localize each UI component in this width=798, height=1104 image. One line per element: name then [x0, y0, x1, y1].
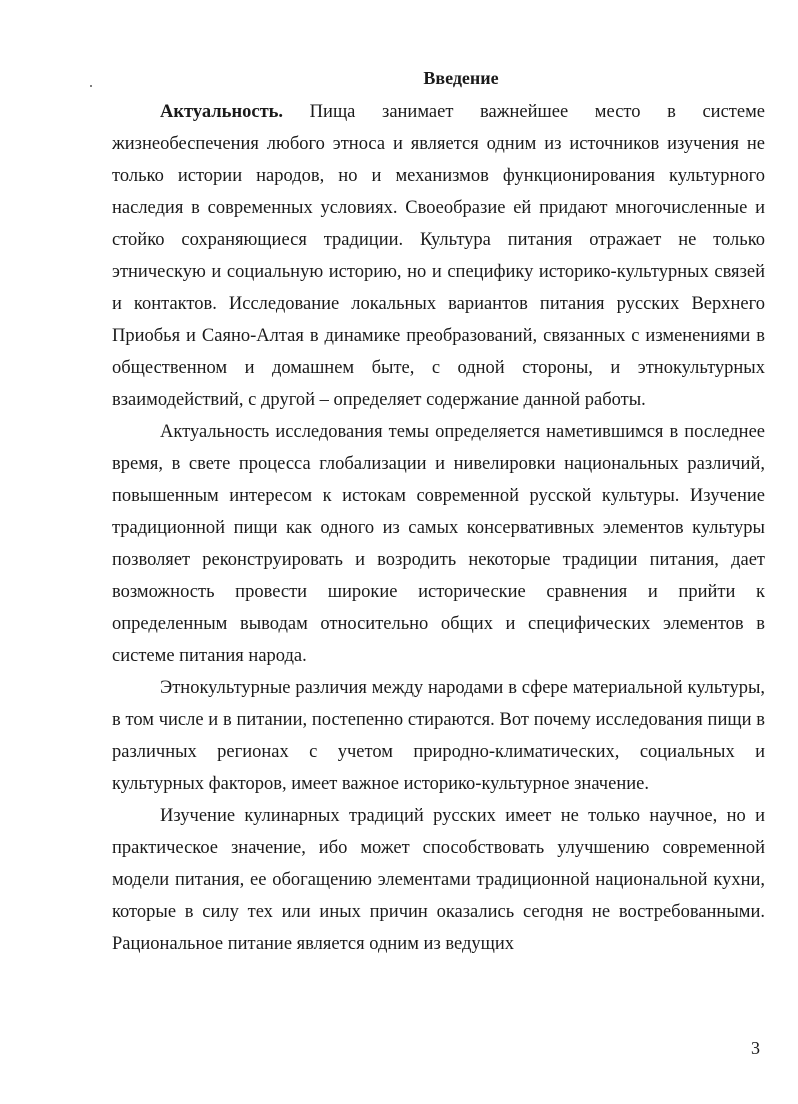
page-number: 3 [751, 1038, 760, 1058]
paragraph-2: Актуальность исследования темы определяется наметившимся в последнее время, в свете процесса глобализации и нивелировки национальных различий, повышенным интересом к истокам современной русской культуры. Изучение традиционной пищи как одного из самых консервативных элементов культуры позволяет реконструировать и возродить некоторые традиции питания, дает возможность провести широкие исторические сравнения и прийти к определенным выводам относительно общих и специфических элементов в системе питания народа. [112, 422, 765, 666]
body-text [112, 96, 765, 960]
paragraph-1 [112, 96, 765, 416]
section-heading: Введение [423, 68, 499, 88]
paragraph-text: Пища занимает важнейшее место в системе жизнеобеспечения любого этноса и является одним из источников изучения не только истории народов, но и механизмов функционирования культурного наследия в современных условиях. Своеобразие ей придают многочисленные и стойко сохраняющиеся традиции. Культура питания отражает не только этническую и социальную историю, но и специфику историко-культурных связей и контактов. Исследование локальных вариантов питания русских Верхнего Приобья и Саяно-Алтая в динамике преобразований, связанных с изменениями в общественном и домашнем быте, с одной стороны, и этнокультурных взаимодействий, с другой – определяет содержание данной работы. [112, 102, 765, 410]
paragraph-4: Изучение кулинарных традиций русских имеет не только научное, но и практическое значение, ибо может способствовать улучшению современной модели питания, ее обогащению элементами традиционной национальной кухни, которые в силу тех или иных причин оказались сегодня не востребованными. Рациональное питание является одним из ведущих [112, 806, 765, 954]
paragraph-3: Этнокультурные различия между народами в сфере материальной культуры, в том числе и в питании, постепенно стираются. Вот почему исследования пищи в различных регионах с учетом природно-климатических, социальных и культурных факторов, имеет важное историко-культурное значение. [112, 678, 765, 794]
paragraph-lead: Актуальность. [160, 102, 284, 122]
